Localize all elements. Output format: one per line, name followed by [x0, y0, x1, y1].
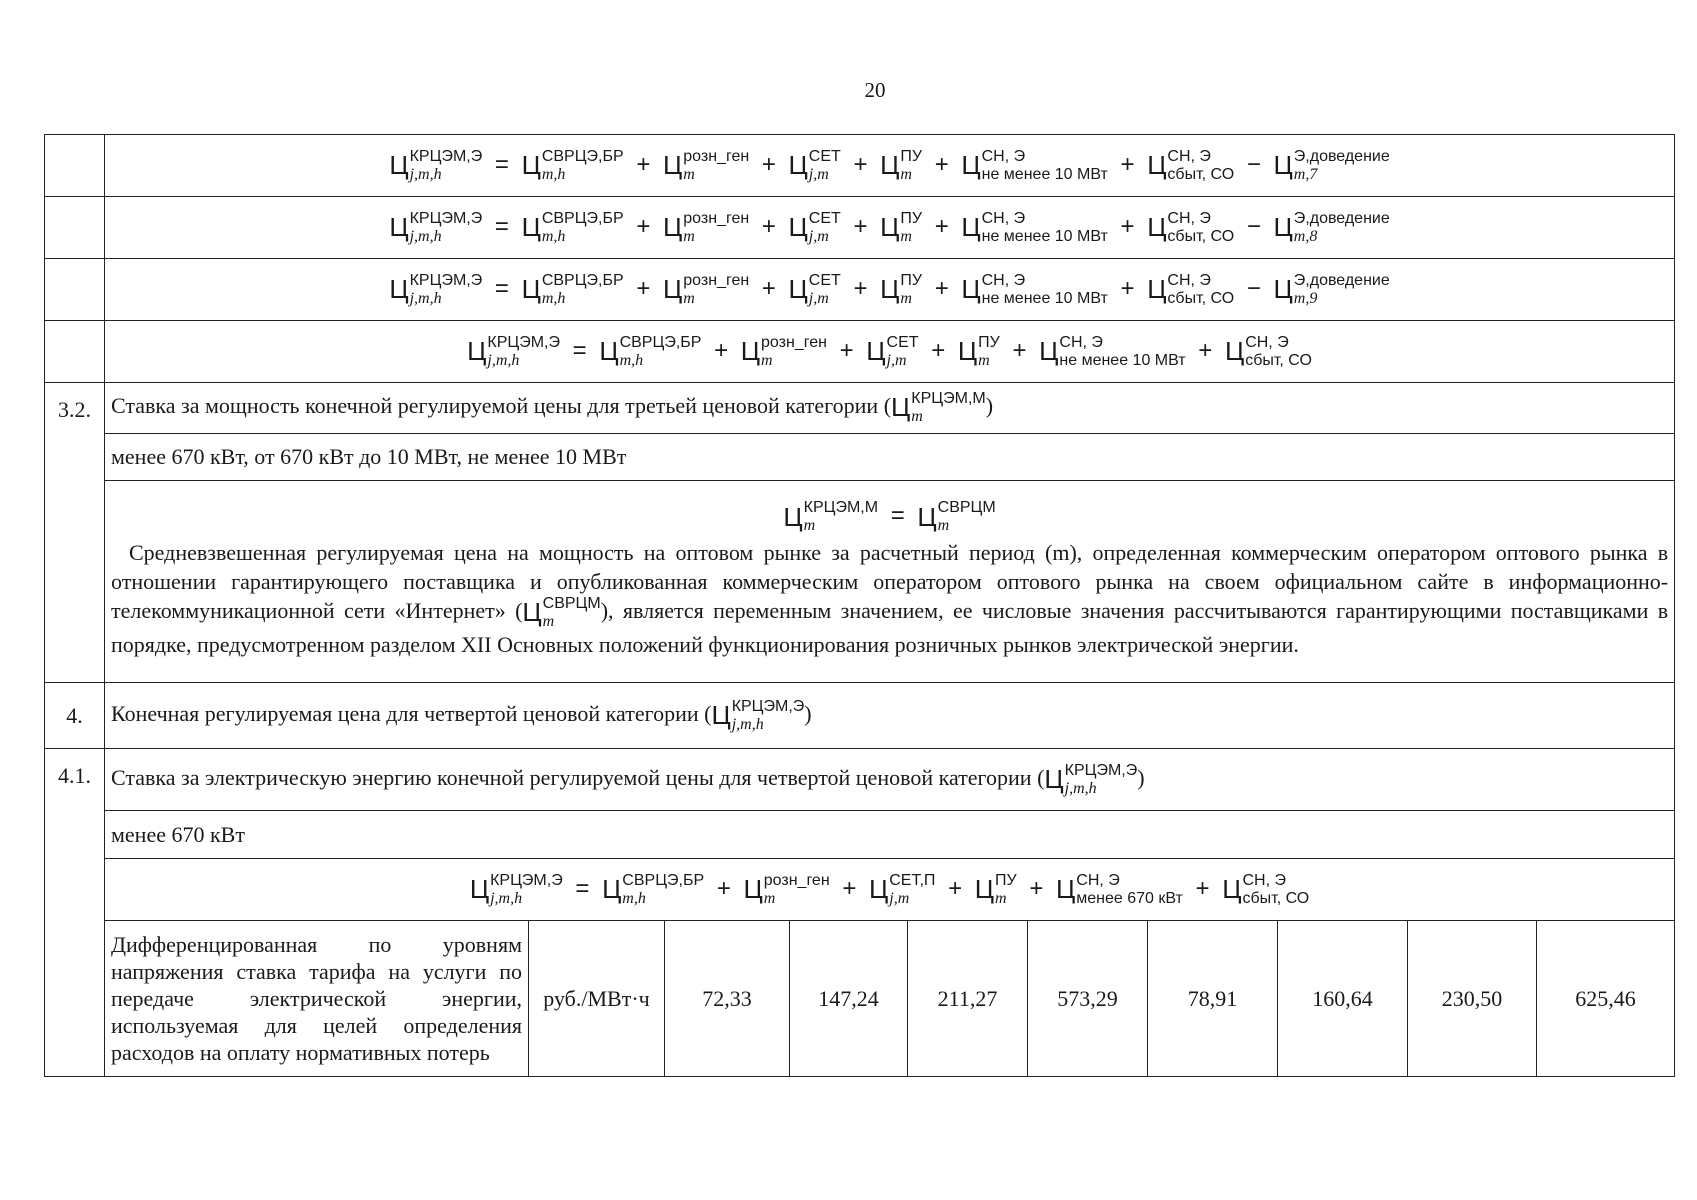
formula-row: Ц КРЦЭМ,М m = Ц СВРЦМ m	[783, 499, 996, 534]
formula-row: Ц КРЦЭМ,Э j,m,h = Ц СВРЦЭ,БР m,h + Ц розн_ген m + Ц СЕТ j,m + Ц ПУ m + Ц СН, Э не менее 10 МВт + Ц СН, Э сбыт, СО	[105, 321, 1675, 383]
tariff-unit: руб./МВт·ч	[529, 921, 665, 1077]
formula-row: Ц КРЦЭМ,Э j,m,h = Ц СВРЦЭ,БР m,h + Ц розн_ген m + Ц СЕТ j,m + Ц ПУ m + Ц СН, Э не менее 10 МВт + Ц СН, Э сбыт, СО − Ц Э,доведение m,7	[105, 135, 1675, 197]
section-title: Ставка за мощность конечной регулируемой цены для третьей ценовой категории (Ц КРЦЭМ,М m )	[105, 383, 1675, 434]
section-description: Ц КРЦЭМ,М m = Ц СВРЦМ m Средневзвешенная регулируемая цена на мощность на оптовом рынке за расчетный период (m), определенная коммерческим оператором оптового рынка в отношении гарантирующего поставщика и опубликованная коммерческим оператором оптового рынка на своем официальном сайте в информационно-телекоммуникационной сети «Интернет» (Ц СВРЦМ m ), является переменным значением, ее числовые значения рассчитываются гарантирующими поставщиками в порядке, предусмотренном разделом XII Основных положений функционирования розничных рынков электрической энергии.	[105, 481, 1675, 683]
page-number: 20	[864, 78, 886, 102]
price-symbol: Ц	[389, 150, 409, 180]
tariff-value: 78,91	[1148, 921, 1278, 1077]
row-number-cell	[45, 197, 105, 259]
section-number: 4.1.	[45, 749, 105, 1077]
row-number-cell	[45, 259, 105, 321]
section-subtitle: менее 670 кВт, от 670 кВт до 10 МВт, не менее 10 МВт	[105, 434, 1675, 481]
tariff-label: Дифференцированная по уровням напряжения ставка тарифа на услуги по передаче электрической энергии, используемая для целей определения расходов на оплату нормативных потерь	[105, 921, 529, 1077]
tariff-value: 160,64	[1278, 921, 1408, 1077]
row-number-cell	[45, 135, 105, 197]
section-title: Конечная регулируемая цена для четвертой ценовой категории (Ц КРЦЭМ,Э j,m,h )	[105, 683, 1675, 749]
section-subtitle: менее 670 кВт	[105, 811, 1675, 859]
tariff-value: 625,46	[1537, 921, 1675, 1077]
section-number: 3.2.	[45, 383, 105, 683]
row-number-cell	[45, 321, 105, 383]
section-title: Ставка за электрическую энергию конечной регулируемой цены для четвертой ценовой категории (Ц КРЦЭМ,Э j,m,h )	[105, 749, 1675, 811]
tariff-value: 230,50	[1408, 921, 1537, 1077]
formula-row: Ц КРЦЭМ,Э j,m,h = Ц СВРЦЭ,БР m,h + Ц розн_ген m + Ц СЕТ j,m + Ц ПУ m + Ц СН, Э не менее 10 МВт + Ц СН, Э сбыт, СО − Ц Э,доведение m,8	[105, 197, 1675, 259]
tariff-value: 147,24	[790, 921, 908, 1077]
tariff-table	[44, 134, 1675, 1077]
formula-row: Ц КРЦЭМ,Э j,m,h = Ц СВРЦЭ,БР m,h + Ц розн_ген m + Ц СЕТ,П j,m + Ц ПУ m + Ц СН, Э менее 670 кВт + Ц СН, Э сбыт, СО	[105, 859, 1675, 921]
tariff-value: 573,29	[1028, 921, 1148, 1077]
section-number: 4.	[45, 683, 105, 749]
tariff-value: 72,33	[665, 921, 790, 1077]
formula-row: Ц КРЦЭМ,Э j,m,h = Ц СВРЦЭ,БР m,h + Ц розн_ген m + Ц СЕТ j,m + Ц ПУ m + Ц СН, Э не менее 10 МВт + Ц СН, Э сбыт, СО − Ц Э,доведение m,9	[105, 259, 1675, 321]
tariff-value: 211,27	[908, 921, 1028, 1077]
